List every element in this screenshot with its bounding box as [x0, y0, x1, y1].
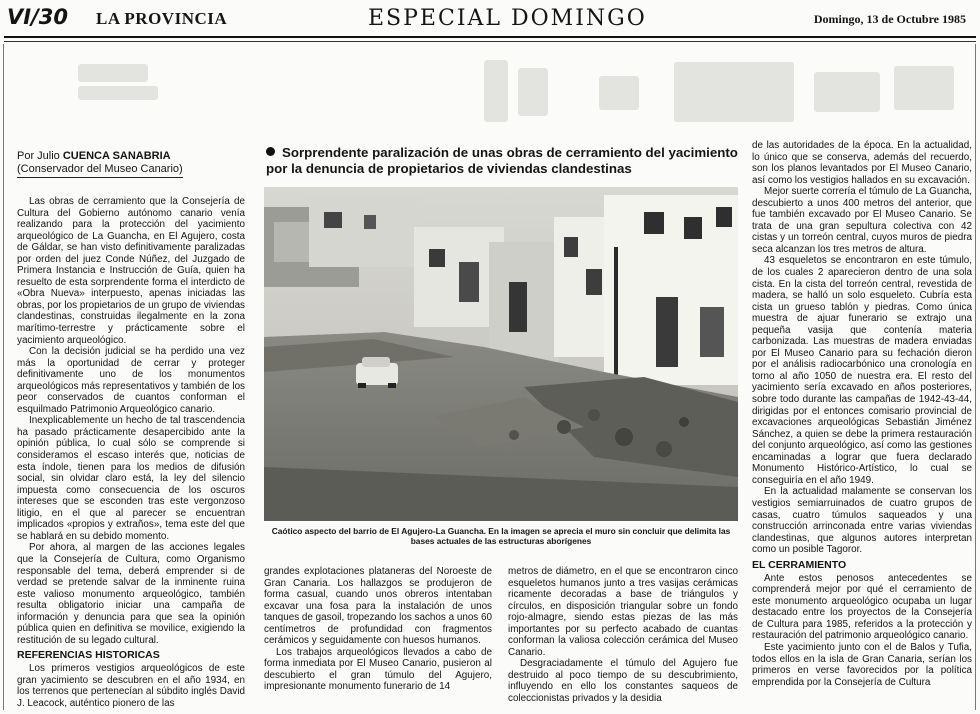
section-page-number: VI/30 [7, 5, 68, 29]
byline-role: (Conservador del Museo Canario) [17, 163, 183, 178]
paragraph: Las obras de cerramiento que la Consejería de Cultura del Gobierno autónomo canario venía realizando para la protección del yacimiento arqueológico de La Guancha, en El Agujero, costa de Gáldar, se han visto definitivamente paralizadas por orden del juez Conde Núñez, del Juzgado de Primera Instancia e Instrucción de Guía, quien ha resuelto de esta sorprendente forma el interdicto de «Obra Nueva» interpuesto, apenas iniciadas las obras, por los propietarios de un grupo de viviendas clandestinas, construidas ilegalmente en la zona marítimo-terrestre y prácticamente sobre el yacimiento arqueológico. [17, 196, 245, 346]
masthead-rule-thick [4, 36, 976, 38]
byline-prefix: Por Julio [17, 150, 60, 162]
paragraph: Inexplicablemente un hecho de tal trascendencia ha pasado prácticamente desapercibido ante la opinión pública, lo cual sólo se comprende si consideramos el escaso interés que, noticias de esta índole, tienen para los medios de difusión social, sin olvidar claro está, la ley del silencio impuesta como consecuencia de los oscuros intereses que se esconden tras este vergonzoso litigio, en el que al parecer se encuentran implicados «propios y extraños», tema este del que se hablará en su debido momento. [17, 415, 245, 542]
paragraph: En la actualidad malamente se conservan los vestigios semiarruinados de cuatro grupos de casas, cuatro túmulos saqueados y una construcción arrinconada entre varias viviendas clandestinas, que algunos autores interpretan como un posible Tagoror. [752, 486, 972, 556]
paragraph: 43 esqueletos se encontraron en este túmulo, de los cuales 2 aparecieron dentro de una sola cista. En la cista del torreón central, revestida de madera, se halló un solo esqueleto. Cubría esta cista un grueso tablón y piedras. Como única muestra de ajuar funerario se extrajo una pequeña vasija que contenía materia carbonizada. Las muestras de madera enviadas por El Museo Canario para su fechación dieron por el análisis radiocarbónico una cronología en torno al año 1050 de nuestra era. El resto del yacimiento sería excavado en años posteriores, sobre todo durante las campañas de 1942-43-44, dirigidas por el entonces comisario provincial de excavaciones arqueológicas Sebastián Jiménez Sánchez, a quien se debe la primera restauración del conjunto arqueológico, así como las gestiones encaminadas a lograr que fuera declarado Monumento Histórico-Artístico, lo cual se conseguiría en el año 1949. [752, 255, 972, 486]
paragraph: Los primeros vestigios arqueológicos de este gran yacimiento se descubren en el año 1934, en los terrenos que pertenecían al súbdito inglés David J. Leacock, auténtico pionero de las [17, 663, 245, 709]
page-border-right [975, 44, 976, 710]
paragraph: Ante estos penosos antecedentes se comprenderá mejor por qué el cerramiento de este monumento arqueológico ocupaba un lugar destacado entre los proyectos de la Consejería de Cultura para 1985, referidos a la protección y restauración del patrimonio arqueológico canario. [752, 572, 972, 642]
subheading: REFERENCIAS HISTORICAS [17, 649, 160, 662]
issue-date: Domingo, 13 de Octubre 1985 [813, 12, 966, 26]
bullet-icon [266, 147, 275, 156]
paragraph: de las autoridades de la época. En la actualidad, lo único que se conserva, además del recuerdo, son los planos levantados por El Museo Canario, así como los vestigios hallados en su excavación. [752, 140, 972, 186]
paragraph: Por ahora, al margen de las acciones legales que la Consejería de Cultura, como Organismo responsable del tema, deberá emprender si de verdad se pretende salvar de la inminente ruina este valioso monumento arqueológico, también resulta obligatorio iniciar una campaña de información y denuncia para que sea la opinión pública quien en definitiva se movilice, exigiendo la restitución de su legado cultural. [17, 542, 245, 646]
article-column-3 [508, 566, 738, 714]
newspaper-name: LA PROVINCIA [96, 9, 228, 28]
masthead [0, 0, 980, 38]
paragraph: grandes explotaciones plataneras del Noroeste de Gran Canaria. Los hallazgos se produjeron de forma casual, cuando unos obreros intentaban excavar una fosa para la instalación de unos tanques de gasoil, tropezando los sachos a unos 60 centímetros de profundidad con fragmentos cerámicos y seguidamente con huesos humanos. [264, 566, 492, 647]
article-headline [266, 145, 740, 177]
photo-caption: Caótico aspecto del barrio de El Agujero-La Guancha. En la imagen se aprecia el muro sin concluir que delimita las bases actuales de las estructuras aborígenes [271, 526, 731, 546]
article-column-1 [17, 196, 245, 714]
paragraph: Desgraciadamente el túmulo del Agujero fue destruido al poco tiempo de su descubrimiento, influyendo en ello los constantes saqueos de coleccionistas privados y la desidia [508, 658, 738, 705]
byline [17, 150, 245, 178]
paragraph: metros de diámetro, en el que se encontraron cinco esqueletos humanos junto a tres vasijas cerámicas ricamente decoradas a base de triángulos y círculos, en disposición triangular sobre un fondo rojo-almagre, siendo estas piezas de las más importantes por su perfecto acabado de cuantas conforman la valiosa colección cerámica del Museo Canario. [508, 566, 738, 658]
page-border-left [3, 44, 4, 710]
byline-author: CUENCA SANABRIA [62, 150, 171, 162]
headline-text: Sorprendente paralización de unas obras de cerramiento del yacimiento por la denuncia de propietarios de viviendas clandestinas [266, 145, 738, 176]
article-column-2 [264, 566, 492, 714]
paragraph: Mejor suerte correría el túmulo de La Guancha, descubierto a unos 400 metros del anterior, que fue también excavado por El Museo Canario. Se trata de una gran sepultura colectiva con 42 cistas y un torreón central, cuyos muros de piedra seca alcanzan los tres metros de altura. [752, 186, 972, 255]
paragraph: Este yacimiento junto con el de Balos y Tufia, todos ellos en la isla de Gran Canaria, serían los primeros en verse favorecidos por la política emprendida por la Consejería de Cultura [752, 641, 972, 688]
bleed-through-area [14, 48, 974, 134]
photo-street-scene [264, 187, 738, 521]
paragraph: Los trabajos arqueológicos llevados a cabo de forma inmediata por El Museo Canario, pusieron al descubierto el gran túmulo del Agujero, impresionante monumento funerario de 14 [264, 646, 492, 693]
paragraph: Con la decisión judicial se ha perdido una vez más la oportunidad de cerrar y proteger definitivamente uno de los monumentos arqueológicos más representativos y también de los peor conservados de cuantos conforman el esquilmado Patrimonio Arqueológico canario. [17, 346, 245, 415]
supplement-title: ESPECIAL DOMINGO [368, 6, 647, 31]
article-photo [264, 187, 738, 521]
article-column-4 [752, 140, 972, 714]
subheading: EL CERRAMIENTO [752, 558, 847, 571]
masthead-rule-thin [4, 41, 976, 42]
